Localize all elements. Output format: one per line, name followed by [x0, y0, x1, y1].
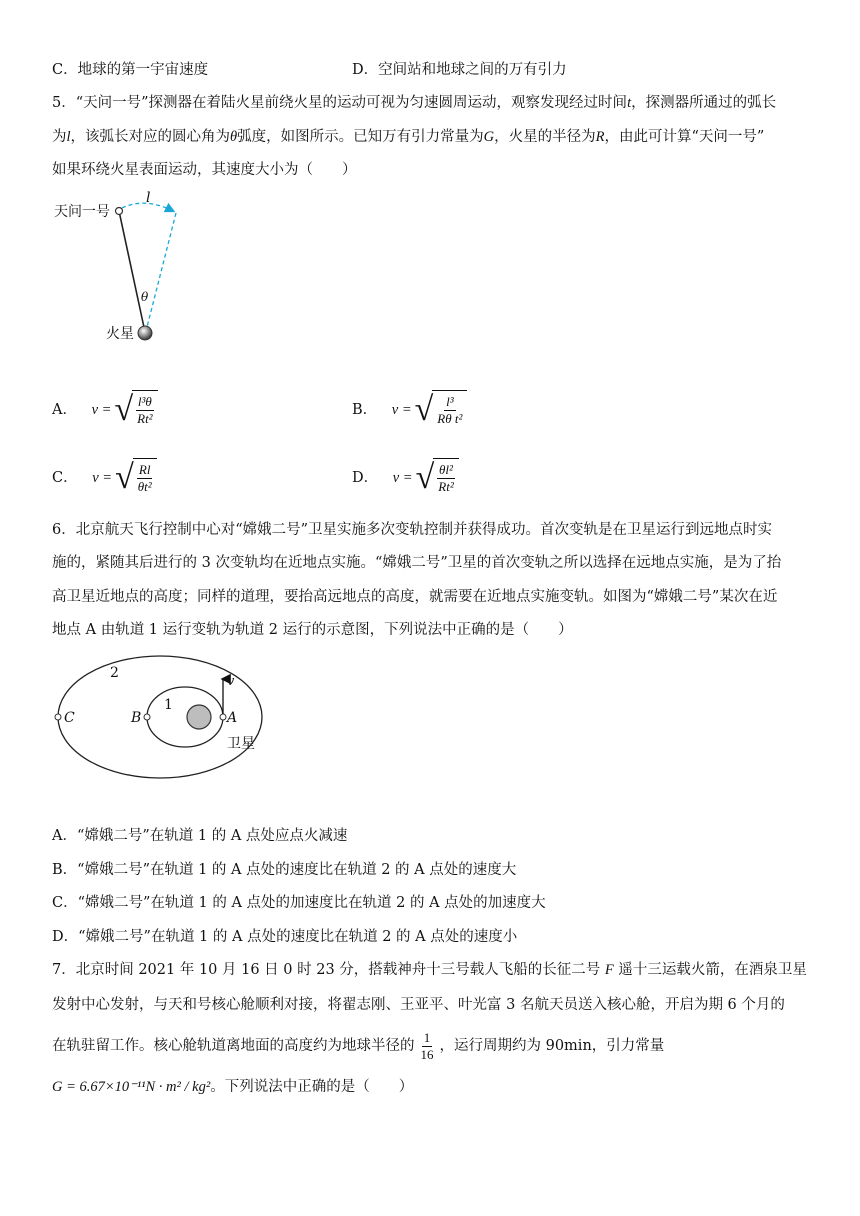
planet-label: 火星 [106, 326, 134, 342]
orbit-2-label: 2 [110, 665, 119, 681]
q5-line-3: 如果环绕火星表面运动，其速度大小为（ ） [52, 162, 357, 178]
point-b-dot [144, 714, 150, 720]
q7-line-1: 7．北京时间 2021 年 10 月 16 日 0 时 23 分，搭载神舟十三号载人飞船的长征二号 F 遥十三运载火箭，在酒泉卫星 [52, 962, 807, 978]
q6-line-4: 地点 A 由轨道 1 运行变轨为轨道 2 运行的示意图，下列说法中正确的是（ ） [52, 622, 573, 638]
orbit-1 [147, 687, 223, 747]
q6-option-c: C．“嫦娥二号”在轨道 1 的 A 点处的加速度比在轨道 2 的 A 点处的加速度大 [52, 895, 546, 911]
q6-orbit-figure [40, 655, 280, 795]
orbit-1-label: 1 [164, 697, 173, 713]
q5-option-a: A． v = √ $\frac{\text{l³θ}}{\text{Rt²}}$ [52, 390, 158, 430]
q7-line-3: 在轨驻留工作。核心舱轨道离地面的高度约为地球半径的 $\frac{1}{16}$ ，运行周期约为 90min，引力常量 [52, 1029, 665, 1062]
point-a-dot [220, 714, 226, 720]
radius-dashed [146, 213, 176, 331]
q5-option-d: D． v = √ $\frac{\text{θl²}}{\text{Rt²}}$ [352, 458, 459, 498]
q6-line-3: 高卫星近地点的高度；同样的道理，要抬高远地点的高度，就需要在近地点实施变轨。如图为“嫦娥二号”某次在近 [52, 589, 778, 605]
point-c-label: C [64, 710, 75, 726]
q7-line-2: 发射中心发射，与天和号核心舱顺利对接，将翟志刚、王亚平、叶光富 3 名航天员送入核心舱，开启为期 6 个月的 [52, 997, 785, 1013]
q5-orbit-figure [40, 185, 260, 355]
q7-line-4: G = 6.67×10⁻¹¹N · m² / kg²。下列说法中正确的是（ ） [52, 1079, 414, 1095]
q4-option-d: D．空间站和地球之间的万有引力 [352, 62, 567, 78]
arc-label: l [146, 190, 151, 206]
q6-option-d: D．“嫦娥二号”在轨道 1 的 A 点处的速度比在轨道 2 的 A 点处的速度小 [52, 929, 518, 945]
point-b-label: B [131, 710, 142, 726]
q5-option-c: C． v = √ $\frac{Rl}{\text{θt²}}$ [52, 458, 157, 498]
probe-dot [116, 208, 123, 215]
q6-line-1: 6．北京航天飞行控制中心对“嫦娥二号”卫星实施多次变轨控制并获得成功。首次变轨是在卫星运行到远地点时实 [52, 522, 773, 538]
angle-label: θ [141, 290, 149, 304]
q6-option-a: A．“嫦娥二号”在轨道 1 的 A 点处应点火减速 [52, 828, 348, 844]
radius-line [119, 211, 145, 332]
probe-label: 天问一号 [54, 204, 110, 220]
q5-option-b: B． v = √ $\frac{\text{l³}}{\text{Rθ t²}}$ [352, 390, 467, 430]
velocity-label: v [227, 674, 235, 689]
q6-option-b: B．“嫦娥二号”在轨道 1 的 A 点处的速度比在轨道 2 的 A 点处的速度大 [52, 862, 517, 878]
q5-line-1: 5．“天问一号”探测器在着陆火星前绕火星的运动可视为匀速圆周运动，观察发现经过时间t，探测器所通过的弧长 [52, 95, 777, 111]
mars-icon [138, 326, 152, 340]
q4-option-c: C．地球的第一宇宙速度 [52, 62, 209, 78]
q6-line-2: 施的，紧随其后进行的 3 次变轨均在近地点实施。“嫦娥二号”卫星的首次变轨之所以选择在远地点实施，是为了抬 [52, 555, 782, 571]
point-a-label: A [227, 710, 238, 726]
point-c-dot [55, 714, 61, 720]
q5-line-2: 为l，该弧长对应的圆心角为θ弧度，如图所示。已知万有引力常量为G，火星的半径为R，由此可计算“天问一号” [52, 129, 765, 145]
earth-icon [187, 705, 211, 729]
satellite-label: 卫星 [227, 736, 255, 752]
